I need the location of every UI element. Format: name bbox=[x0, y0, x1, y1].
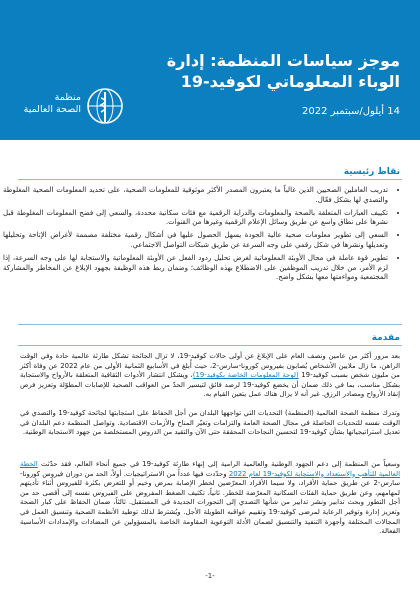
intro-p3-text: وسعياً من المنظمة إلى دعم الجهود الوطنية والعالمية الرامية إلى إنهاء طارئة كوفيد-19 في جميع أنحاء العالم، فقد حدّثت bbox=[41, 460, 400, 468]
who-name-line2: الصحة العالمية bbox=[23, 104, 81, 115]
key-point: • تكييف العبارات المتعلقة بالصحة والمعلومات والدراية الرقمية مع فئات سكانية محددة، والسعي إلى فضح المعلومات المغلوطة قبل نشرها على نطاق واسع عن طريق وسائل الإعلام الرقمية وغيرها من القنوات. bbox=[3, 209, 388, 229]
who-name-line1: منظمة bbox=[54, 92, 81, 103]
key-points-heading: نقاط رئيسية bbox=[343, 167, 400, 177]
page-number: -1- bbox=[205, 572, 215, 580]
intro-p1-rest: ، ويشكل انتشار الأدوات الثقافية المتعلقة بالأرواح والاستجابة بشكل مناسب، بما في ذلك ضمان أن يخضع كوفيد-19 لرصد فائق لتيسير الحدّ من العواقب الصحية للإصابات المطوّلة وتعزيز فرص إنقاذ الأرواح ومصادر الرزق. غير أنه لا يزال هناك عمل يتعين القيام به. bbox=[20, 371, 400, 399]
key-points-rule bbox=[18, 179, 402, 180]
document-date: 14 أيلول/سبتمبر 2022 bbox=[302, 106, 400, 117]
document-title: موجز سياسات المنظمة: إدارة الوباء المعلوماتي لكوفيد-19 bbox=[166, 51, 400, 91]
who-logo bbox=[20, 86, 125, 134]
key-point: • تطوير قوة عاملة في مجال الأوبئة المعلوماتية لغرض تحليل ردود الفعل عن الأوبئة المعلوماتية والاستجابة لها على وجه السرعة، إذا لزم الأمر، من خلال تدريب الموظفين على الاضطلاع بهذه الوظائف؛ وضمان ربط هذه الوظيفة بجهود الإبلاغ عن المخاطر والمشاركة المجتمعية ومواءمتها معها بشكل واضح. bbox=[3, 254, 388, 283]
intro-paragraph-3 bbox=[20, 460, 400, 537]
intro-top-rule bbox=[18, 324, 402, 325]
intro-p1-text: بعد مرور أكثر من عامين ونصف العام على الإبلاغ عن أولى حالات كوفيد-19، لا تزال الجائحة تشكل طارئة عالمية حادة وفي الوقت الراهن، ما زال ملايين الأشخاص يُصابون بفيروس كورونا-سارس-2، حيث أُبلغ في الأسابيع الثمانية الأولى من عام 2022 عن وفاة أكثر من مليون شخص بسبب كوفيد-19 bbox=[20, 352, 400, 380]
key-points-list bbox=[3, 186, 400, 286]
intro-paragraph-1 bbox=[20, 352, 400, 400]
who-emblem-icon bbox=[85, 86, 125, 126]
intro-heading: مقدمة bbox=[371, 333, 400, 343]
global-plan-link[interactable]: الخطة العالمية للتأهب والاستعداد والاستجابة لكوفيد-19 لعام 2022 bbox=[20, 460, 401, 478]
intro-rule bbox=[18, 345, 402, 346]
key-point: • تدريب العاملين الصحيين الذين غالباً ما يعتبرون المصدر الأكثر موثوقية للمعلومات الصحية، على تحديد المعلومات الصحية المغلوطة والتصدي لها بشكل فعّال. bbox=[3, 186, 388, 206]
intro-p3-rest: وحدّدت فيها عدداً من الاستراتيجيات. أولاً، الحد من دوران فيروس كورونا-سارس-2 عن طريق حماية الأفراد، ولا سيما الأفراد المعرّضين لخطر الإصابة بمرض وخيم أو للتعرض بكثرة للفيروس أثناء تأديتهم لمهامهم، وعن طريق حماية الفئات السكانية المعرّضة للخطر. ثانياً، تكثيف الضغط المفروض على الفيروس نفسه إلى أقصى حد من أجل التطور وبحث تدابير ونشر تدابير من شأنها التصدي إلى التحورات الجديدة في المستقبل. ثالثاً، ضمان الحفاظ على كبار الصحة وتعزيز إدارة وتوفير الرعاية لمرضى كوفيد-19 وتقييم عواقبه الطويلة الأجل. ويُشترط لذلك توطيد الأنظمة الصحية وتنسيق العمل في المجالات المختلفة وأجهزة التنفيذ والتنسيق لضمان الأدلة التوعوية المقاومة الخاصة بالمسؤولين عن المضادات والإمدادات الأساسية الفعالة. bbox=[20, 469, 400, 536]
who-name bbox=[11, 92, 81, 116]
key-point: • السعي إلى تطوير معلومات صحية عالية الجودة يسهل الحصول عليها في أشكال رقمية مختلفة مصممة لأغراض الإتاحة وتحليلها وتعديلها ونشرها في شكل رقمي على وجه السرعة عن طريق شبكات التواصل الاجتماعي. bbox=[3, 231, 388, 251]
header-banner bbox=[0, 0, 420, 140]
covid-dashboard-link[interactable]: (لوحة المعلومات الخاصة بكوفيد-19) bbox=[192, 371, 299, 380]
intro-paragraph-2: وتدرك منظمة الصحة العالمية (المنظمة) التحديات التي تواجهها البلدان من أجل الحفاظ على استجابتها لجائحة كوفيد-19 والتصدي في الوقت نفسه للتحديات الحاصلة في مجال الصحة العامة والتزامات وتغيّر المناخ والأزمات الاقتصادية. وتواصل المنظمة دعم البلدان في تعديل استراتيجياتها بشأن كوفيد-19 لتحسين النجاحات المحققة حتى الآن والتقيد من الدروس المستخلصة من جهود الاستجابة الوطنية. bbox=[20, 409, 401, 437]
